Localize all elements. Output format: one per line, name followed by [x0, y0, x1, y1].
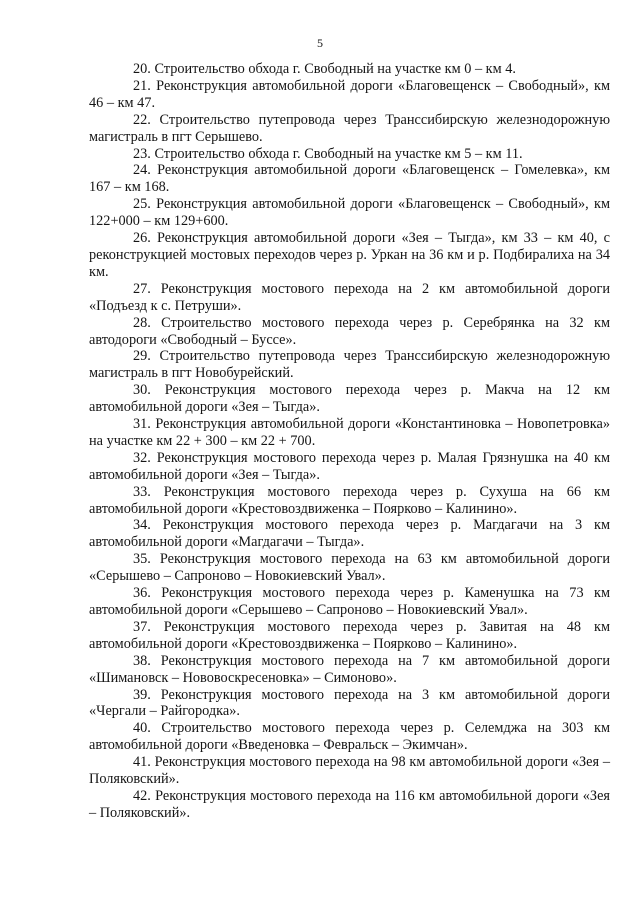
list-item: 41. Реконструкция мостового перехода на 98 км автомобильной дороги «Зея – Поляковский».	[89, 754, 610, 788]
list-item: 29. Строительство путепровода через Транссибирскую железнодорожную магистраль в пгт Новобурейский.	[89, 348, 610, 382]
list-item: 38. Реконструкция мостового перехода на 7 км автомобильной дороги «Шимановск – Нововоскресеновка» – Симоново».	[89, 652, 610, 686]
list-item: 21. Реконструкция автомобильной дороги «Благовещенск – Свободный», км 46 – км 47.	[89, 77, 610, 111]
list-item: 31. Реконструкция автомобильной дороги «Константиновка – Новопетровка» на участке км 22 + 300 – км 22 + 700.	[89, 416, 610, 449]
list-item: 35. Реконструкция мостового перехода на 63 км автомобильной дороги «Серышево – Сапроново – Новокиевский Увал».	[89, 551, 610, 585]
list-item: 36. Реконструкция мостового перехода через р. Каменушка на 73 км автомобильной дороги «Серышево – Сапроново – Новокиевский Увал».	[89, 585, 610, 618]
list-item: 39. Реконструкция мостового перехода на 3 км автомобильной дороги «Чергали – Райгородка».	[89, 686, 610, 720]
list-item: 33. Реконструкция мостового перехода через р. Сухуша на 66 км автомобильной дороги «Крестовоздвиженка – Поярково – Калинино».	[89, 483, 610, 517]
list-item: 42. Реконструкция мостового перехода на 116 км автомобильной дороги «Зея – Поляковский».	[89, 787, 610, 821]
page-number: 5	[317, 36, 323, 50]
list-item: 40. Строительство мостового перехода через р. Селемджа на 303 км автомобильной дороги «Введеновка – Февральск – Экимчан».	[89, 720, 610, 754]
list-item: 34. Реконструкция мостового перехода через р. Магдагачи на 3 км автомобильной дороги «Магдагачи – Тыгда».	[89, 517, 610, 551]
numbered-list	[89, 61, 610, 822]
list-item: 22. Строительство путепровода через Транссибирскую железнодорожную магистраль в пгт Серышево.	[89, 111, 610, 145]
list-item: 26. Реконструкция автомобильной дороги «Зея – Тыгда», км 33 – км 40, с реконструкцией мостовых переходов через р. Уркан на 36 км и р. Подбиралиха на 34 км.	[89, 230, 610, 280]
list-item: 25. Реконструкция автомобильной дороги «Благовещенск – Свободный», км 122+000 – км 129+600.	[89, 196, 610, 230]
list-item: 20. Строительство обхода г. Свободный на участке км 0 – км 4.	[133, 61, 516, 77]
list-item: 27. Реконструкция мостового перехода на 2 км автомобильной дороги «Подъезд к с. Петруши».	[89, 280, 610, 314]
list-item: 28. Строительство мостового перехода через р. Серебрянка на 32 км автодороги «Свободный – Буссе».	[89, 314, 610, 348]
list-item: 37. Реконструкция мостового перехода через р. Завитая на 48 км автомобильной дороги «Крестовоздвиженка – Поярково – Калинино».	[89, 618, 610, 652]
list-item: 23. Строительство обхода г. Свободный на участке км 5 – км 11.	[133, 145, 523, 162]
list-item: 32. Реконструкция мостового перехода через р. Малая Грязнушка на 40 км автомобильной дороги «Зея – Тыгда».	[89, 449, 610, 483]
list-item: 24. Реконструкция автомобильной дороги «Благовещенск – Гомелевка», км 167 – км 168.	[89, 162, 610, 196]
list-item: 30. Реконструкция мостового перехода через р. Макча на 12 км автомобильной дороги «Зея – Тыгда».	[89, 382, 610, 416]
